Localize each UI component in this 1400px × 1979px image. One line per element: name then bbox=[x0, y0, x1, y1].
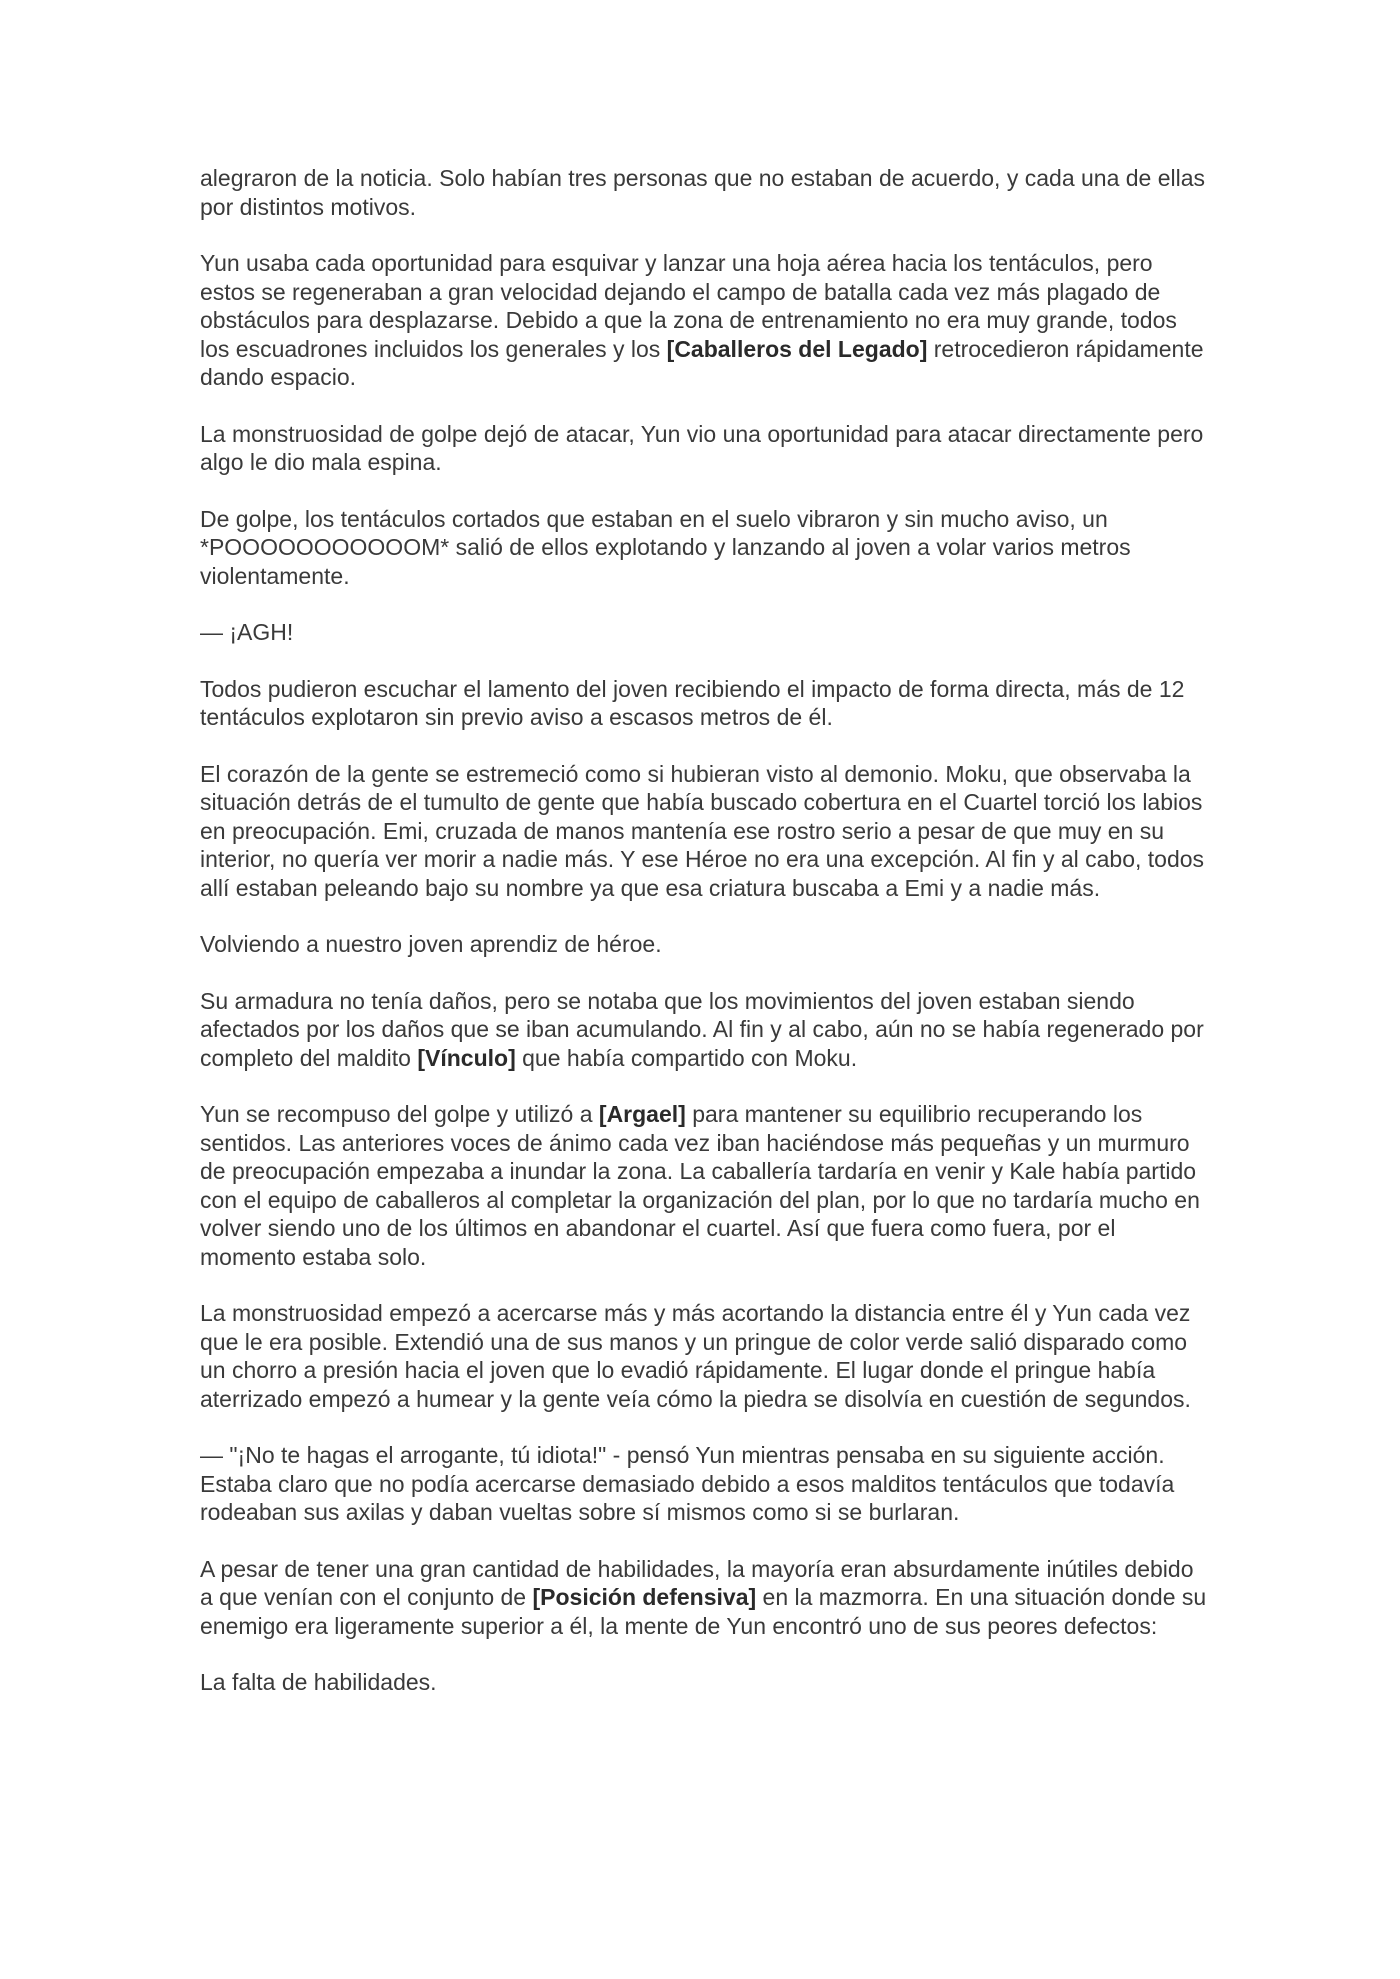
paragraph bbox=[200, 1299, 1210, 1413]
text-run: Volviendo a nuestro joven aprendiz de héroe. bbox=[200, 931, 662, 957]
paragraph bbox=[200, 675, 1210, 732]
text-run: La falta de habilidades. bbox=[200, 1669, 437, 1695]
text-run: A pesar de tener una gran cantidad de habilidades, la mayoría eran absurdamente inútiles debido a que venían con el conjunto de bbox=[200, 1555, 1194, 1610]
paragraph bbox=[200, 930, 1210, 959]
paragraph bbox=[200, 1100, 1210, 1271]
text-run: retrocedieron rápidamente dando espacio. bbox=[200, 335, 1204, 390]
paragraph bbox=[200, 1441, 1210, 1527]
paragraph bbox=[200, 420, 1210, 477]
bold-term: [Posición defensiva] bbox=[532, 1584, 757, 1610]
paragraph bbox=[200, 1555, 1210, 1641]
text-run: — ¡AGH! bbox=[200, 619, 294, 645]
text-run: Yun usaba cada oportunidad para esquivar y lanzar una hoja aérea hacia los tentáculos, pero estos se regeneraban a gran velocidad dejando el campo de batalla cada vez más plagado de obstáculos para desplazarse. Debido a que la zona de entrenamiento no era muy grande, todos los escuadrones incluidos los generales y los bbox=[200, 250, 1177, 362]
paragraph bbox=[200, 505, 1210, 591]
paragraph bbox=[200, 618, 1210, 647]
bold-term: [Argael] bbox=[598, 1101, 686, 1127]
text-run: alegraron de la noticia. Solo habían tres personas que no estaban de acuerdo, y cada una de ellas por distintos motivos. bbox=[200, 165, 1206, 220]
text-run: en la mazmorra. En una situación donde su enemigo era ligeramente superior a él, la mente de Yun encontró uno de sus peores defectos: bbox=[200, 1584, 1207, 1639]
paragraph bbox=[200, 164, 1210, 221]
paragraph bbox=[200, 1668, 1210, 1697]
paragraph bbox=[200, 249, 1210, 392]
text-run: Todos pudieron escuchar el lamento del joven recibiendo el impacto de forma directa, más de 12 tentáculos explotaron sin previo aviso a escasos metros de él. bbox=[200, 675, 1185, 730]
text-run: Yun se recompuso del golpe y utilizó a bbox=[200, 1101, 599, 1127]
text-run: — "¡No te hagas el arrogante, tú idiota!" - pensó Yun mientras pensaba en su siguiente acción. Estaba claro que no podía acercarse demasiado debido a esos malditos tentáculos que todavía rodeaban sus axilas y daban vueltas sobre sí mismos como si se burlaran. bbox=[200, 1442, 1175, 1525]
text-run: La monstruosidad empezó a acercarse más y más acortando la distancia entre él y Yun cada vez que le era posible. Extendió una de sus manos y un pringue de color verde salió disparado como un chorro a presión hacia el joven que lo evadió rápidamente. El lugar donde el pringue había aterrizado empezó a humear y la gente veía cómo la piedra se disolvía en cuestión de segundos. bbox=[200, 1300, 1191, 1412]
document-body bbox=[200, 164, 1210, 1725]
text-run: La monstruosidad de golpe dejó de atacar, Yun vio una oportunidad para atacar directamente pero algo le dio mala espina. bbox=[200, 420, 1204, 475]
text-run: El corazón de la gente se estremeció como si hubieran visto al demonio. Moku, que observaba la situación detrás de el tumulto de gente que había buscado cobertura en el Cuartel torció los labios en preocupación. Emi, cruzada de manos mantenía ese rostro serio a pesar de que muy en su interior, no quería ver morir a nadie más. Y ese Héroe no era una excepción. Al fin y al cabo, todos allí estaban peleando bajo su nombre ya que esa criatura buscaba a Emi y a nadie más. bbox=[200, 760, 1205, 901]
text-run: Su armadura no tenía daños, pero se notaba que los movimientos del joven estaban siendo afectados por los daños que se iban acumulando. Al fin y al cabo, aún no se había regenerado por completo del maldito bbox=[200, 987, 1204, 1071]
text-run: que había compartido con Moku. bbox=[515, 1044, 858, 1071]
text-run: De golpe, los tentáculos cortados que estaban en el suelo vibraron y sin mucho aviso, un *POOOOOOOOOOOM* salió de ellos explotando y lanzando al joven a volar varios metros violentamente. bbox=[200, 505, 1131, 589]
paragraph bbox=[200, 987, 1210, 1073]
bold-term: [Vínculo] bbox=[417, 1044, 516, 1071]
text-run: para mantener su equilibrio recuperando los sentidos. Las anteriores voces de ánimo cada vez iban haciéndose más pequeñas y un murmuro de preocupación empezaba a inundar la zona. La caballería tardaría en venir y Kale había partido con el equipo de caballeros al completar la organización del plan, por lo que no tardaría mucho en volver siendo uno de los últimos en abandonar el cuartel. Así que fuera como fuera, por el momento estaba solo. bbox=[200, 1101, 1200, 1270]
paragraph bbox=[200, 760, 1210, 903]
bold-term: [Caballeros del Legado] bbox=[666, 335, 928, 362]
